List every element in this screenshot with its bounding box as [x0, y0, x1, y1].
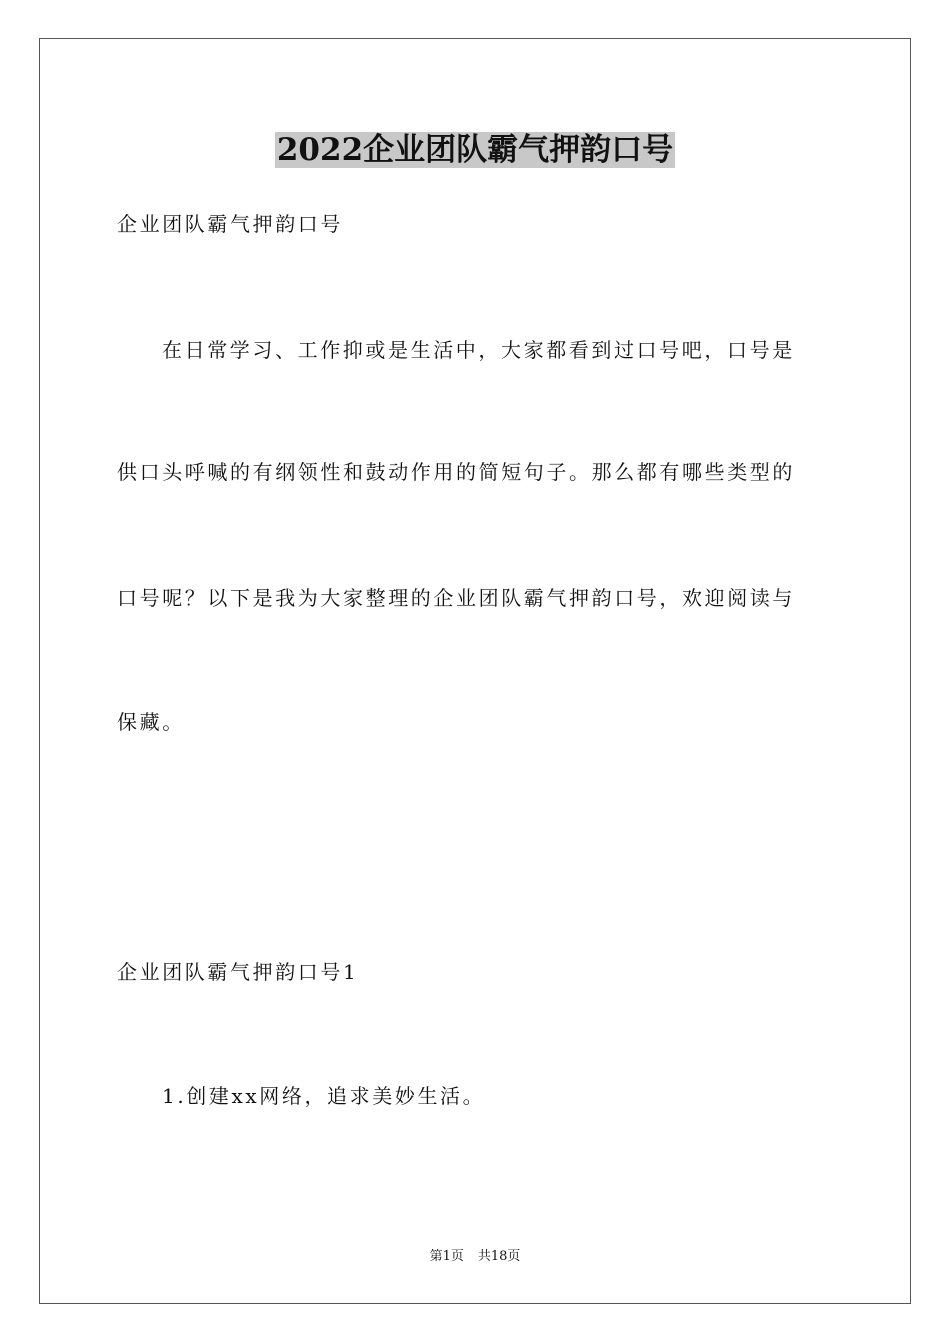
document-subtitle: 企业团队霸气押韵口号 [117, 212, 343, 236]
intro-line-1: 在日常学习、工作抑或是生活中，大家都看到过口号吧，口号是 [162, 338, 795, 362]
list-item: 1.创建xx网络，追求美妙生活。 [162, 1084, 486, 1108]
intro-line-3: 口号呢？以下是我为大家整理的企业团队霸气押韵口号，欢迎阅读与 [117, 586, 795, 610]
page-total: 共18页 [477, 1249, 521, 1264]
document-title-block [0, 128, 950, 172]
intro-line-2: 供口头呼喊的有纲领性和鼓动作用的简短句子。那么都有哪些类型的 [117, 460, 795, 484]
intro-line-4: 保藏。 [117, 710, 185, 734]
document-title: 2022企业团队霸气押韵口号 [276, 132, 674, 168]
page-footer [0, 1248, 950, 1266]
section-heading: 企业团队霸气押韵口号1 [117, 960, 359, 984]
page-number: 第1页 [429, 1249, 464, 1264]
